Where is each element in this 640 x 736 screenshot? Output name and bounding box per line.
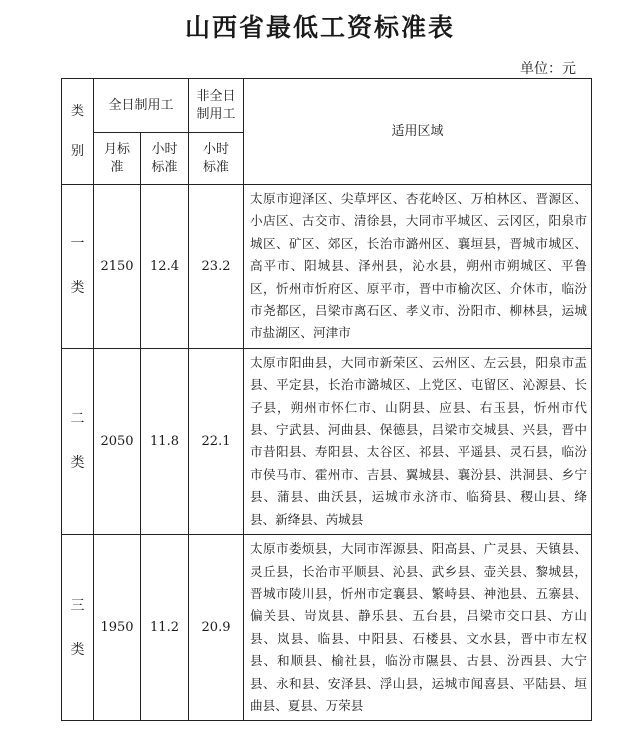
row-category: 一类 bbox=[62, 185, 94, 349]
table-row bbox=[62, 535, 592, 721]
row-monthly: 2150 bbox=[94, 185, 141, 349]
page-title: 山西省最低工资标准表 bbox=[184, 13, 455, 42]
table-row bbox=[62, 348, 592, 534]
header-category: 类别 bbox=[62, 79, 94, 185]
row-parttime-hourly: 23.2 bbox=[189, 185, 244, 349]
row-monthly: 1950 bbox=[94, 535, 141, 721]
unit-label: 单位：元 bbox=[520, 61, 576, 77]
row-regions: 太原市迎泽区、尖草坪区、杏花岭区、万柏林区、晋源区、小店区、古交市、清徐县，大同市平城区、云冈区，阳泉市城区、矿区、郊区，长治市潞州区、襄垣县，晋城市城区、高平市、阳城县、泽州县，沁水县，朔州市朔城区、平鲁区，忻州市忻府区、原平市，晋中市榆次区、介休市，临汾市尧都区，吕梁市离石区、孝义市、汾阳市、柳林县，运城市盐湖区、河津市 bbox=[244, 185, 592, 349]
row-hourly: 11.8 bbox=[141, 348, 189, 534]
row-category: 三类 bbox=[62, 535, 94, 721]
row-monthly: 2050 bbox=[94, 348, 141, 534]
header-fulltime: 全日制用工 bbox=[94, 79, 189, 133]
min-wage-table bbox=[61, 78, 592, 721]
row-parttime-hourly: 20.9 bbox=[189, 535, 244, 721]
header-region: 适用区域 bbox=[244, 79, 592, 185]
row-hourly: 11.2 bbox=[141, 535, 189, 721]
header-monthly: 月标准 bbox=[94, 133, 141, 185]
header-parttime-hourly: 小时标准 bbox=[189, 133, 244, 185]
row-regions: 太原市娄烦县，大同市浑源县、阳高县、广灵县、天镇县、灵丘县，长治市平顺县、沁县、武乡县、壶关县、黎城县，晋城市陵川县，忻州市定襄县、繁峙县、神池县、五寨县、偏关县、岢岚县、静乐县、五台县，吕梁市交口县、方山县、岚县、临县、中阳县、石楼县、文水县，晋中市左权县、和顺县、榆社县，临汾市隰县、古县、汾西县、大宁县、永和县、安泽县、浮山县，运城市闻喜县、平陆县、垣曲县、夏县、万荣县 bbox=[244, 535, 592, 721]
table-row bbox=[62, 185, 592, 349]
row-category: 二类 bbox=[62, 348, 94, 534]
row-parttime-hourly: 22.1 bbox=[189, 348, 244, 534]
row-hourly: 12.4 bbox=[141, 185, 189, 349]
header-hourly: 小时标准 bbox=[141, 133, 189, 185]
row-regions: 太原市阳曲县，大同市新荣区、云州区、左云县，阳泉市盂县、平定县，长治市潞城区、上党区、屯留区、沁源县、长子县，朔州市怀仁市、山阴县、应县、右玉县，忻州市代县、宁武县、河曲县、保德县，吕梁市交城县、兴县，晋中市昔阳县、寿阳县、太谷区、祁县、平遥县、灵石县，临汾市侯马市、霍州市、吉县、翼城县、襄汾县、洪洞县、乡宁县、蒲县、曲沃县，运城市永济市、临猗县、稷山县、绛县、新绛县、芮城县 bbox=[244, 348, 592, 534]
header-parttime: 非全日制用工 bbox=[189, 79, 244, 133]
